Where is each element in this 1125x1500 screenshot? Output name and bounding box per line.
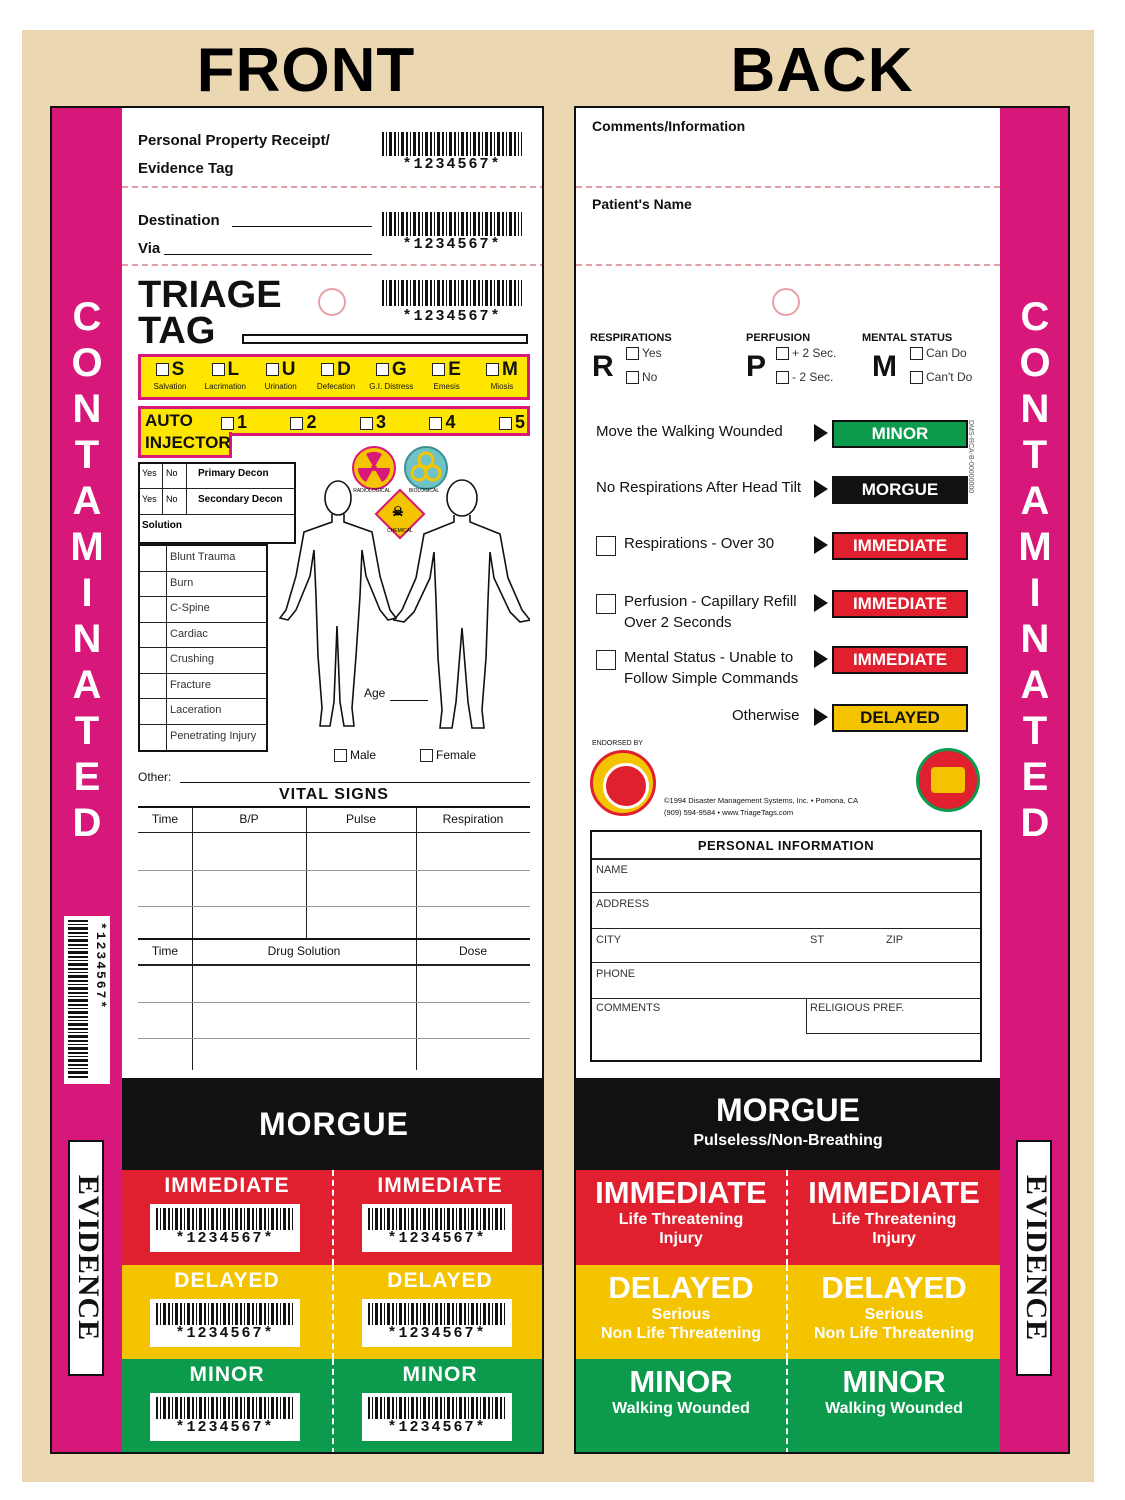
side-letter: M	[1018, 525, 1052, 569]
back-stub-subtitle: Life Threatening	[831, 1211, 957, 1228]
side-letter: C	[1020, 295, 1050, 339]
sludgem-checkbox-letter[interactable]: E	[432, 359, 461, 381]
criteria-checkbox[interactable]	[596, 536, 616, 556]
sludgem-checkbox[interactable]	[321, 363, 334, 376]
sludgem-item-g[interactable]	[364, 359, 418, 397]
endorsed-by-label: ENDORSED BY	[592, 740, 643, 747]
sludgem-word: G.I. Distress	[369, 382, 414, 391]
rpm-option[interactable]: No	[626, 370, 657, 384]
injury-checkbox[interactable]	[140, 674, 167, 699]
back-morgue-sub: Pulseless/Non-Breathing	[693, 1132, 883, 1149]
stub-minor[interactable]	[334, 1359, 544, 1454]
criteria-checkbox[interactable]	[596, 650, 616, 670]
evidence-box	[68, 1140, 104, 1376]
back-stub-subtitle: Injury	[659, 1230, 703, 1247]
back-stub-delayed[interactable]	[576, 1265, 788, 1360]
side-letter: O	[71, 341, 103, 385]
stub-barcode-number: *1234567*	[387, 1419, 487, 1437]
comments-field[interactable]: COMMENTS	[596, 1002, 661, 1014]
side-letter: C	[72, 295, 102, 339]
criteria-text-line2: Follow Simple Commands	[624, 670, 799, 687]
back-stub-title: DELAYED	[821, 1269, 967, 1305]
side-barcode-box	[64, 916, 110, 1084]
sludgem-checkbox-letter[interactable]: U	[266, 359, 296, 381]
side-letter: A	[72, 663, 102, 707]
female-checkbox[interactable]	[420, 749, 433, 762]
drug-table[interactable]	[138, 938, 530, 1070]
auto-label: AUTO	[145, 411, 193, 430]
injector-checkbox[interactable]	[499, 417, 512, 430]
stub-barcode-number: *1234567*	[175, 1324, 275, 1342]
back-stub-immediate[interactable]	[576, 1170, 788, 1265]
vital-col-pulse: Pulse	[345, 812, 377, 826]
endorser-seal-left	[590, 750, 656, 816]
injector-checkbox[interactable]	[429, 417, 442, 430]
sludgem-item-e[interactable]	[420, 359, 474, 397]
name-bar[interactable]	[242, 334, 528, 344]
rpm-option[interactable]: - 2 Sec.	[776, 370, 833, 384]
endorser-seal-right	[916, 748, 980, 812]
evidence-label-back: EVIDENCE	[1020, 1174, 1053, 1342]
criteria-arrow-icon	[814, 650, 828, 668]
comments-label: Comments/Information	[592, 118, 746, 134]
injury-row[interactable]	[140, 674, 266, 700]
rpm-title: PERFUSION	[746, 332, 811, 344]
triage-title-line1: TRIAGE	[138, 274, 282, 316]
stub-minor[interactable]	[122, 1359, 334, 1454]
injury-label: Fracture	[170, 678, 211, 691]
stub-barcode	[156, 1303, 294, 1325]
back-stub-subtitle: Non Life Threatening	[814, 1324, 974, 1342]
injury-label: Cardiac	[170, 627, 208, 640]
injector-checkbox[interactable]	[290, 417, 303, 430]
criteria-category-minor[interactable]: MINOR	[832, 420, 968, 448]
secondary-decon-label: Secondary Decon	[198, 494, 283, 505]
criteria-text: Respirations - Over 30	[624, 535, 775, 552]
injury-checkbox[interactable]	[140, 648, 167, 673]
sludgem-checkbox-letter[interactable]: S	[156, 359, 185, 381]
injury-label: C-Spine	[170, 602, 210, 614]
sludgem-item-d[interactable]	[309, 359, 363, 397]
male-label: Male	[350, 748, 377, 762]
female-option[interactable]	[420, 748, 476, 762]
sludgem-checkbox-letter[interactable]: M	[486, 359, 518, 381]
address-field[interactable]: ADDRESS	[596, 898, 650, 910]
stub-label: DELAYED	[387, 1268, 493, 1292]
side-letter: T	[74, 433, 100, 477]
sludgem-checkbox[interactable]	[486, 363, 499, 376]
injector-option-3[interactable]: 3	[360, 411, 386, 435]
personal-info-title: PERSONAL INFORMATION	[697, 838, 875, 853]
side-letter: D	[72, 801, 102, 845]
sludgem-word: Emesis	[433, 382, 460, 391]
barcode-1	[382, 132, 522, 156]
stub-barcode	[368, 1397, 506, 1419]
female-label: Female	[436, 748, 477, 762]
sludgem-word: Lacrimation	[204, 382, 246, 391]
rpm-checkbox[interactable]	[626, 347, 639, 360]
criteria-arrow-icon	[814, 594, 828, 612]
perforation-2	[122, 264, 544, 266]
side-letter: T	[1022, 433, 1048, 477]
patient-name-label: Patient's Name	[592, 196, 692, 212]
drug-col-solution: Drug Solution	[267, 944, 341, 958]
back-stub-title: IMMEDIATE	[595, 1175, 767, 1210]
decon-yes-2: Yes	[142, 494, 157, 504]
back-stub-title: MINOR	[629, 1364, 733, 1400]
via-label: Via	[138, 240, 161, 257]
stub-barcode-box	[362, 1204, 512, 1252]
criteria-text: No Respirations After Head Tilt	[596, 479, 802, 496]
copyright-line-2: (909) 594-9584 • www.TriageTags.com	[664, 808, 794, 817]
via-line[interactable]	[164, 254, 372, 255]
stub-barcode	[156, 1208, 294, 1230]
rpm-letter: P	[746, 350, 767, 383]
criteria-text: Otherwise	[732, 707, 800, 724]
injury-label: Penetrating Injury	[170, 729, 257, 742]
criteria-arrow-icon	[814, 536, 828, 554]
back-stub-title: DELAYED	[608, 1269, 754, 1305]
stub-barcode	[368, 1208, 506, 1230]
vital-col-respiration: Respiration	[442, 812, 504, 826]
evidence-box-back	[1016, 1140, 1052, 1376]
stub-label: IMMEDIATE	[377, 1174, 503, 1197]
sludgem-word: Salvation	[153, 382, 187, 391]
injury-label: Blunt Trauma	[170, 551, 236, 563]
criteria-text: Move the Walking Wounded	[596, 423, 783, 440]
front-tag	[50, 106, 544, 1454]
back-stub-subtitle: Injury	[872, 1230, 916, 1247]
side-letter: T	[1022, 709, 1048, 753]
decon-yes-1: Yes	[142, 468, 157, 478]
injury-row[interactable]	[140, 546, 266, 572]
stub-immediate[interactable]	[334, 1170, 544, 1265]
front-heading: FRONT	[196, 36, 416, 105]
evidence-tag-label: Evidence Tag	[138, 160, 234, 177]
sludgem-word: Miosis	[490, 382, 514, 391]
side-letter: A	[1020, 479, 1050, 523]
injury-list	[138, 544, 268, 752]
rpm-option[interactable]: + 2 Sec.	[776, 346, 836, 360]
sludgem-checkbox-letter[interactable]: L	[212, 359, 240, 381]
side-letter: O	[1019, 341, 1051, 385]
back-stub-subtitle: Serious	[864, 1305, 924, 1323]
barcode-3	[382, 280, 522, 306]
age-label: Age	[364, 686, 386, 700]
rpm-letter: R	[592, 350, 614, 383]
sludgem-checkbox[interactable]	[266, 363, 279, 376]
sludgem-item-m[interactable]	[475, 359, 529, 397]
male-checkbox[interactable]	[334, 749, 347, 762]
side-barcode	[68, 920, 88, 1080]
barcode-2	[382, 212, 522, 236]
stub-delayed[interactable]	[334, 1265, 544, 1360]
side-letter: N	[1020, 617, 1050, 661]
back-stub-subtitle: Walking Wounded	[825, 1400, 963, 1418]
side-letter: N	[1020, 387, 1050, 431]
criteria-category-immediate[interactable]: IMMEDIATE	[832, 590, 968, 618]
side-letter: A	[1020, 663, 1050, 707]
injury-checkbox[interactable]	[140, 699, 167, 724]
injector-option-2[interactable]: 2	[290, 411, 316, 435]
male-option[interactable]	[334, 748, 376, 762]
criteria-text-line2: Over 2 Seconds	[624, 614, 732, 631]
sludgem-checkbox-letter[interactable]: G	[376, 359, 407, 381]
st-field[interactable]: ST	[810, 934, 825, 946]
contaminated-side-label-back	[1000, 294, 1070, 846]
rpm-r	[590, 332, 730, 392]
rpm-checkbox[interactable]	[626, 371, 639, 384]
criteria-arrow-icon	[814, 480, 828, 498]
zip-field[interactable]: ZIP	[886, 934, 904, 946]
rpm-option[interactable]: Yes	[626, 346, 662, 360]
sludgem-checkbox[interactable]	[212, 363, 225, 376]
side-letter: I	[1029, 571, 1041, 615]
rpm-checkbox[interactable]	[910, 371, 923, 384]
stub-delayed[interactable]	[122, 1265, 334, 1360]
sludgem-word: Urination	[264, 382, 297, 391]
stub-barcode-box	[150, 1393, 300, 1441]
injury-row[interactable]	[140, 699, 266, 725]
back-perforation-2	[576, 264, 1000, 266]
vital-col-time: Time	[151, 812, 179, 826]
rpm-option[interactable]: Can Do	[910, 346, 967, 360]
side-letter: M	[70, 525, 104, 569]
rpm-checkbox[interactable]	[776, 371, 789, 384]
copyright-line-1: ©1994 Disaster Management Systems, Inc. • Pomona, CA	[664, 796, 859, 805]
rpm-option[interactable]: Can't Do	[910, 370, 972, 384]
stub-barcode-number: *1234567*	[175, 1230, 275, 1247]
punch-hole-back	[772, 288, 800, 316]
destination-line[interactable]	[232, 226, 372, 227]
drug-col-time: Time	[151, 944, 179, 958]
injury-row[interactable]	[140, 725, 266, 751]
injector-option-1[interactable]: 1	[221, 411, 247, 435]
rpm-title: RESPIRATIONS	[590, 332, 672, 344]
side-letter: E	[1021, 755, 1049, 799]
stub-label: IMMEDIATE	[164, 1174, 290, 1197]
criteria-category-delayed[interactable]: DELAYED	[832, 704, 968, 732]
name-field[interactable]: NAME	[596, 864, 628, 876]
side-letter: I	[81, 571, 93, 615]
sludgem-bar	[138, 354, 530, 400]
back-morgue-strip[interactable]	[576, 1078, 1000, 1170]
sludgem-item-l[interactable]	[198, 359, 252, 397]
back-tag	[574, 106, 1070, 1454]
stub-immediate[interactable]	[122, 1170, 334, 1265]
injury-checkbox[interactable]	[140, 572, 167, 597]
criteria-arrow-icon	[814, 424, 828, 442]
sludgem-word: Defecation	[316, 382, 356, 391]
injury-row[interactable]	[140, 597, 266, 623]
injury-label: Burn	[170, 576, 194, 589]
front-morgue-strip[interactable]: MORGUE	[122, 1078, 544, 1170]
age-line[interactable]	[390, 700, 428, 701]
criteria-checkbox[interactable]	[596, 594, 616, 614]
back-stub-title: MINOR	[842, 1364, 946, 1400]
decon-table	[138, 462, 296, 544]
side-letter: N	[72, 387, 102, 431]
perforation-1	[122, 186, 544, 188]
back-stub-subtitle: Walking Wounded	[612, 1400, 750, 1418]
primary-decon-label: Primary Decon	[198, 468, 269, 479]
drug-col-dose: Dose	[458, 944, 487, 958]
radiological-label: RADIOLOGICAL	[353, 488, 391, 494]
back-stub-title: IMMEDIATE	[808, 1175, 980, 1210]
criteria-arrow-icon	[814, 708, 828, 726]
rpm-title: MENTAL STATUS	[862, 332, 953, 344]
other-label: Other:	[138, 770, 172, 784]
stub-label: MINOR	[402, 1363, 478, 1387]
injury-row[interactable]	[140, 648, 266, 674]
criteria-category-immediate[interactable]: IMMEDIATE	[832, 532, 968, 560]
stub-barcode-box	[362, 1393, 512, 1441]
skull-icon: ☠	[392, 504, 404, 519]
stub-barcode-number: *1234567*	[387, 1230, 487, 1247]
vital-signs-table[interactable]	[138, 806, 530, 940]
injector-label-box	[138, 432, 232, 458]
back-stub-subtitle: Life Threatening	[618, 1211, 744, 1228]
stub-barcode-number: *1234567*	[175, 1419, 275, 1437]
stub-label: MINOR	[189, 1363, 265, 1387]
sludgem-checkbox[interactable]	[432, 363, 445, 376]
back-stub-subtitle: Serious	[651, 1305, 711, 1323]
back-morgue-label: MORGUE	[716, 1092, 860, 1128]
sludgem-checkbox-letter[interactable]: D	[321, 359, 351, 381]
injury-label: Crushing	[170, 653, 215, 665]
property-receipt-label: Personal Property Receipt/	[138, 132, 330, 149]
injector-option-5[interactable]: 5	[499, 411, 525, 435]
stub-barcode-number: *1234567*	[387, 1324, 487, 1342]
sludgem-checkbox[interactable]	[376, 363, 389, 376]
criteria-text: Perfusion - Capillary Refill	[624, 593, 797, 610]
back-stub-minor[interactable]	[576, 1359, 788, 1454]
triage-title-line2: TAG	[138, 310, 216, 352]
front-stubs	[122, 1170, 544, 1454]
sludgem-checkbox[interactable]	[156, 363, 169, 376]
rpm-letter: M	[872, 350, 897, 383]
rpm-checkbox[interactable]	[910, 347, 923, 360]
destination-label: Destination	[138, 212, 220, 229]
evidence-label: EVIDENCE	[72, 1174, 105, 1342]
side-letter: N	[72, 617, 102, 661]
solution-label: Solution	[142, 520, 182, 531]
rpm-m	[862, 332, 1002, 392]
other-line[interactable]	[180, 782, 530, 783]
injury-checkbox[interactable]	[140, 623, 167, 648]
punch-hole-front	[318, 288, 346, 316]
decon-no-1: No	[166, 468, 178, 478]
injury-row[interactable]	[140, 623, 266, 649]
injector-checkbox[interactable]	[360, 417, 373, 430]
back-perforation-1	[576, 186, 1000, 188]
barcode-1-number: *1234567*	[402, 156, 502, 173]
injury-checkbox[interactable]	[140, 546, 167, 571]
stub-barcode	[156, 1397, 294, 1419]
religious-pref-field[interactable]: RELIGIOUS PREF.	[810, 1002, 905, 1014]
side-letter: T	[74, 709, 100, 753]
injury-checkbox[interactable]	[140, 597, 167, 622]
injector-label: INJECTOR	[145, 433, 231, 452]
criteria-text: Mental Status - Unable to	[624, 649, 794, 666]
back-stub-immediate[interactable]	[788, 1170, 1000, 1265]
city-field[interactable]: CITY	[596, 934, 622, 946]
injury-label: Laceration	[170, 704, 222, 716]
barcode-3-number: *1234567*	[402, 308, 502, 325]
phone-field[interactable]: PHONE	[596, 968, 636, 980]
vital-signs-title: VITAL SIGNS	[279, 786, 389, 803]
side-code: DMS-RCA-B-00000000	[967, 420, 974, 494]
back-stub-delayed[interactable]	[788, 1265, 1000, 1360]
back-stub-subtitle: Non Life Threatening	[601, 1324, 761, 1342]
back-heading: BACK	[730, 36, 914, 105]
triage-criteria	[576, 408, 1000, 748]
side-letter: A	[72, 479, 102, 523]
personal-info-box	[590, 830, 982, 1062]
injector-option-4[interactable]: 4	[429, 411, 455, 435]
vital-col-bp: B/P	[239, 812, 259, 826]
rpm-p	[740, 332, 880, 392]
chemical-label: CHEMICAL	[387, 528, 413, 534]
body-diagram[interactable]	[274, 476, 530, 744]
side-barcode-number: *1234567*	[93, 922, 108, 1011]
stub-barcode-box	[362, 1299, 512, 1347]
rpm-row	[590, 332, 994, 392]
stub-barcode-box	[150, 1299, 300, 1347]
back-stub-minor[interactable]	[788, 1359, 1000, 1454]
sludgem-item-u[interactable]	[254, 359, 308, 397]
injector-checkbox[interactable]	[221, 417, 234, 430]
biological-label: BIOLOGICAL	[408, 488, 440, 494]
injury-row[interactable]	[140, 572, 266, 598]
injury-checkbox[interactable]	[140, 725, 167, 751]
stub-barcode-box	[150, 1204, 300, 1252]
stub-label: DELAYED	[174, 1268, 280, 1292]
criteria-category-immediate[interactable]: IMMEDIATE	[832, 646, 968, 674]
stub-barcode	[368, 1303, 506, 1325]
back-stubs	[576, 1170, 1000, 1454]
rpm-checkbox[interactable]	[776, 347, 789, 360]
side-letter: E	[73, 755, 101, 799]
barcode-2-number: *1234567*	[402, 236, 502, 253]
contaminated-side-label	[52, 294, 122, 846]
decon-no-2: No	[166, 494, 178, 504]
side-letter: D	[1020, 801, 1050, 845]
criteria-category-morgue[interactable]: MORGUE	[832, 476, 968, 504]
sludgem-item-s[interactable]	[143, 359, 197, 397]
